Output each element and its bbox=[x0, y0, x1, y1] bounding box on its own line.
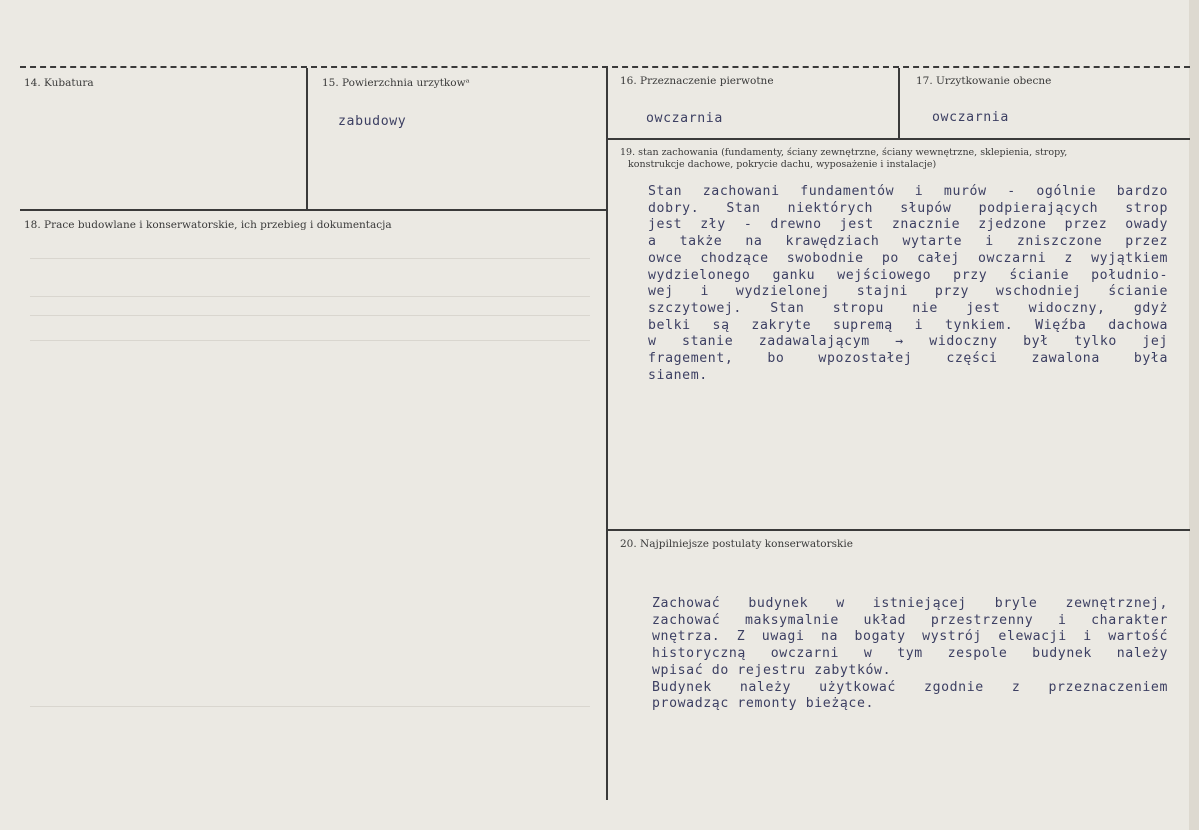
field-20-text bbox=[652, 596, 1168, 713]
ghost-line bbox=[30, 706, 590, 707]
ghost-line bbox=[30, 315, 590, 316]
ghost-line bbox=[30, 340, 590, 341]
field-19-label-line2: konstrukcje dachowe, pokrycie dachu, wyposażenie i instalacje) bbox=[628, 159, 937, 170]
divider-16-17 bbox=[898, 68, 900, 138]
field-19-label bbox=[620, 147, 1180, 171]
text-line: a także na krawędziach wytarte i zniszczone przez bbox=[648, 234, 1168, 250]
field-15-value: zabudowy bbox=[338, 114, 407, 129]
text-line: sianem. bbox=[648, 367, 708, 383]
text-line: Stan zachowani fundamentów i murów - ogólnie bardzo bbox=[648, 184, 1168, 199]
ghost-line bbox=[30, 296, 590, 297]
text-line: historyczną owczarni w tym zespole budynek należy bbox=[652, 646, 1168, 662]
rule-under-14-15 bbox=[20, 209, 606, 211]
text-line: wnętrza. Z uwagi na bogaty wystrój elewacji i wartość bbox=[652, 629, 1168, 645]
text-line: wydzielonego ganku wejściowego przy ścianie południo- bbox=[648, 267, 1168, 283]
text-line: dobry. Stan niektórych słupów podpierających strop bbox=[648, 200, 1168, 216]
field-19-label-line1: 19. stan zachowania (fundamenty, ściany zewnętrzne, ściany wewnętrzne, sklepienia, stropy, bbox=[620, 147, 1068, 158]
rule-above-20 bbox=[606, 529, 1190, 531]
top-rule bbox=[20, 66, 1190, 68]
ghost-line bbox=[30, 258, 590, 259]
field-16-label: 16. Przeznaczenie pierwotne bbox=[620, 75, 774, 87]
text-line: jest zły - drewno jest znacznie zjedzone przez owady bbox=[648, 217, 1168, 233]
field-16-value: owczarnia bbox=[646, 111, 723, 126]
text-line: wpisać do rejestru zabytków. bbox=[652, 662, 892, 678]
card-edge bbox=[1189, 0, 1199, 830]
field-18-label: 18. Prace budowlane i konserwatorskie, ich przebieg i dokumentacja bbox=[24, 219, 392, 231]
text-line: szczytowej. Stan stropu nie jest widoczny, gdyż bbox=[648, 300, 1168, 316]
field-17-value: owczarnia bbox=[932, 110, 1009, 125]
divider-15-16 bbox=[606, 68, 608, 800]
text-line: wej i wydzielonej stajni przy wschodniej ścianie bbox=[648, 284, 1168, 300]
text-line: zachować maksymalnie układ przestrzenny i charakter bbox=[652, 612, 1168, 628]
field-20-label: 20. Najpilniejsze postulaty konserwatorskie bbox=[620, 538, 853, 550]
text-line: prowadząc remonty bieżące. bbox=[652, 696, 875, 712]
text-line: Budynek należy użytkować zgodnie z przeznaczeniem bbox=[652, 679, 1168, 695]
text-line: w stanie zadawalającym → widoczny był tylko jej bbox=[648, 334, 1168, 350]
field-19-text bbox=[648, 184, 1168, 384]
field-17-label: 17. Urzytkowanie obecne bbox=[916, 75, 1052, 87]
text-line: fragement, bo wpozostałej części zawalona była bbox=[648, 351, 1168, 367]
divider-14-15 bbox=[306, 68, 308, 210]
text-line: Zachować budynek w istniejącej bryle zewnętrznej, bbox=[652, 596, 1168, 611]
text-line: owce chodzące swobodnie po całej owczarni z wyjątkiem bbox=[648, 250, 1168, 266]
rule-under-16-17 bbox=[606, 138, 1190, 140]
field-15-label: 15. Powierzchnia urzytkowᵃ bbox=[322, 77, 470, 89]
text-line: belki są zakryte supremą i tynkiem. Więźba dachowa bbox=[648, 317, 1168, 333]
field-14-label: 14. Kubatura bbox=[24, 77, 94, 89]
